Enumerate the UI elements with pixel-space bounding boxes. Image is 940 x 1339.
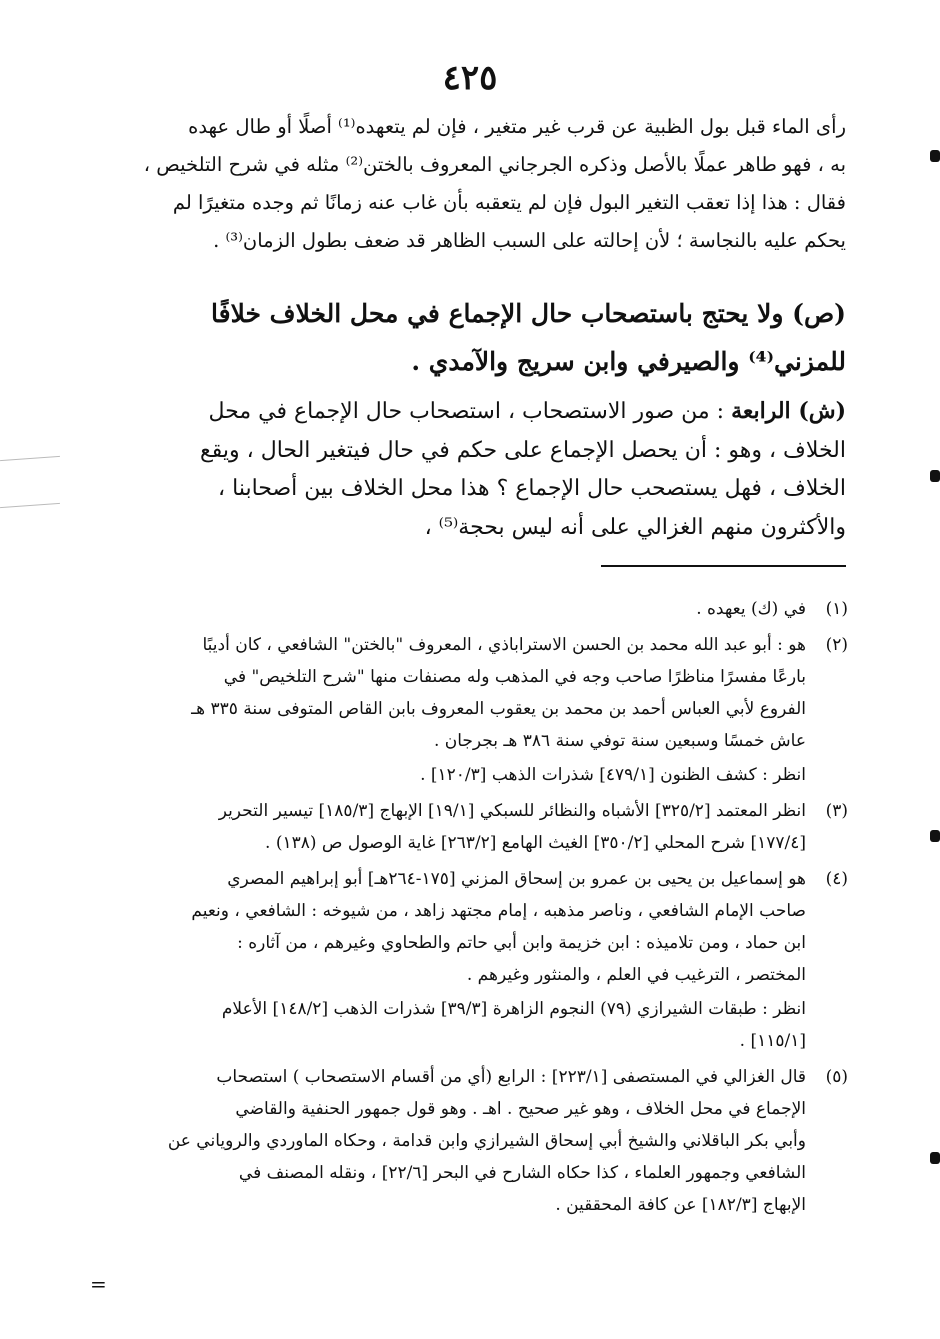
footnote-divider <box>601 565 846 567</box>
footnote-line: الفروع لأبي العباس أحمد بن محمد بن يعقوب المعروف بابن القاص المتوفى سنة ٣٣٥ هـ <box>191 699 806 719</box>
footnote-number: (٥) <box>825 1067 848 1087</box>
footnote-line: بارعًا مفسرًا مناظرًا صاحب وجه في المذهب وله مصنفات منها "شرح التلخيص" في <box>223 667 806 687</box>
footnote-item <box>88 1061 848 1221</box>
footnote-line: في (ك) يعهده . <box>696 599 806 619</box>
footnote-reference-line: [١١٥/١] . <box>739 1031 806 1051</box>
footnote-line: انظر المعتمد [٣٢٥/٢] الأشباه والنظائر للسبكي [١٩/١] الإبهاج [١٨٥/٣] تيسير التحرير <box>218 801 806 821</box>
footnote-line: قال الغزالي في المستصفى [٢٢٣/١] : الرابع (أي من أقسام الاستصحاب ) استصحاب <box>216 1067 806 1087</box>
footnote-line: هو إسماعيل بن يحيى بن عمرو بن إسحاق المزني [١٧٥-٢٦٤هـ] أبو إبراهيم المصري <box>227 869 806 889</box>
footnote-line: الشافعي وجمهور العلماء ، كذا حكاه الشارح في البحر [٢٢/٦] ، ونقله المصنف في <box>238 1163 806 1183</box>
margin-mark <box>930 1152 940 1164</box>
text-line: به ، فهو طاهر عملًا بالأصل وذكره الجرجاني المعروف بالختن⁽²⁾ مثله في شرح التلخيص ، <box>143 153 846 176</box>
footnote-item <box>88 795 848 859</box>
margin-mark <box>930 150 940 162</box>
footnote-reference-line: انظر : طبقات الشيرازي (٧٩) النجوم الزاهرة [٣٩/٣] شذرات الذهب [١٤٨/٢] الأعلام <box>221 999 806 1019</box>
sharh-lead: (ش) الرابعة <box>731 398 846 424</box>
text-line: يحكم عليه بالنجاسة ؛ لأن إحالته على السبب الظاهر قد ضعف بطول الزمان⁽³⁾ . <box>213 229 846 252</box>
footnote-line: صاحب الإمام الشافعي ، وناصر مذهبه ، إمام مجتهد زاهد ، من شيوخه : الشافعي ، ونعيم <box>191 901 806 921</box>
scan-smudge <box>0 503 60 508</box>
text-line: والأكثرون منهم الغزالي على أنه ليس بحجة⁽⁵⁾ ، <box>424 514 846 540</box>
footnote-line: الإبهاج [١٨٢/٣] عن كافة المحققين . <box>555 1195 806 1215</box>
footnote-item <box>88 593 848 625</box>
footnote-number: (٢) <box>825 635 848 655</box>
text-line: رأى الماء قبل بول الظبية عن قرب غير متغير ، فإن لم يتعهده⁽¹⁾ أصلًا أو طال عهده <box>188 115 846 138</box>
text-line: فقال : هذا إذا تعقب التغير البول فإن لم يتعقبه بأن غاب عنه زمانًا ثم وجده متغيرًا لم <box>172 191 846 214</box>
scan-smudge <box>0 456 60 461</box>
footnote-line: المختصر ، الترغيب في العلم ، والمنثور وغيرهم . <box>466 965 806 985</box>
margin-mark <box>930 830 940 842</box>
footnote-line: هو : أبو عبد الله محمد بن الحسن الاستراباذي ، المعروف "بالختن" الشافعي ، كان أديبًا <box>202 635 806 655</box>
margin-mark <box>930 470 940 482</box>
footnote-number: (٤) <box>825 869 848 889</box>
footnote-line: وأبي بكر الباقلاني والشيخ أبي إسحاق الشيرازي وابن قدامة ، وحكاه الماوردي والروياني عن <box>167 1131 806 1151</box>
matn-paragraph <box>80 290 846 386</box>
text-line: الخلاف ، فهل يستصحب حال الإجماع ؟ هذا محل الخلاف بين أصحابنا ، <box>218 476 846 501</box>
footnote-number: (١) <box>825 599 848 619</box>
footnote-item <box>88 863 848 1057</box>
footnote-line: [١٧٧/٤] شرح المحلي [٣٥٠/٢] الغيث الهامع [٢٦٣/٢] غاية الوصول ص (١٣٨) . <box>265 833 806 853</box>
footnote-line: الإجماع في محل الخلاف ، وهو غير صحيح . اهـ . وهو قول جمهور الحنفية والقاضي <box>235 1099 806 1119</box>
footnote-reference-line: انظر : كشف الظنون [٤٧٩/١] شذرات الذهب [١٢٠/٣] . <box>420 765 806 785</box>
page-number: ٤٢٥ <box>442 58 498 98</box>
sharh-paragraph <box>80 392 846 547</box>
footnote-line: ابن حماد ، ومن تلاميذه : ابن خزيمة وابن أبي حاتم والطحاوي وغيرهم ، من آثاره : <box>237 933 806 953</box>
sharh-line-text: : من صور الاستصحاب ، استصحاب حال الإجماع في محل <box>208 399 732 424</box>
footnotes <box>88 593 848 1225</box>
text-line: للمزني⁽⁴⁾ والصيرفي وابن سريج والآمدي . <box>411 347 846 376</box>
main-paragraph-1 <box>80 108 846 260</box>
text-line: الخلاف ، وهو : أن يحصل الإجماع على حكم في حال فيتغير الحال ، ويقع <box>200 437 846 463</box>
footnote-item <box>88 629 848 791</box>
footnote-line: عاش خمسًا وسبعين سنة توفي سنة ٣٨٦ هـ بجرجان . <box>433 731 806 751</box>
footnote-number: (٣) <box>825 801 848 821</box>
text-line <box>80 392 846 432</box>
continuation-mark: = <box>90 1272 107 1296</box>
text-line: (ص) ولا يحتج باستصحاب حال الإجماع في محل الخلاف خلافًا <box>211 299 846 328</box>
